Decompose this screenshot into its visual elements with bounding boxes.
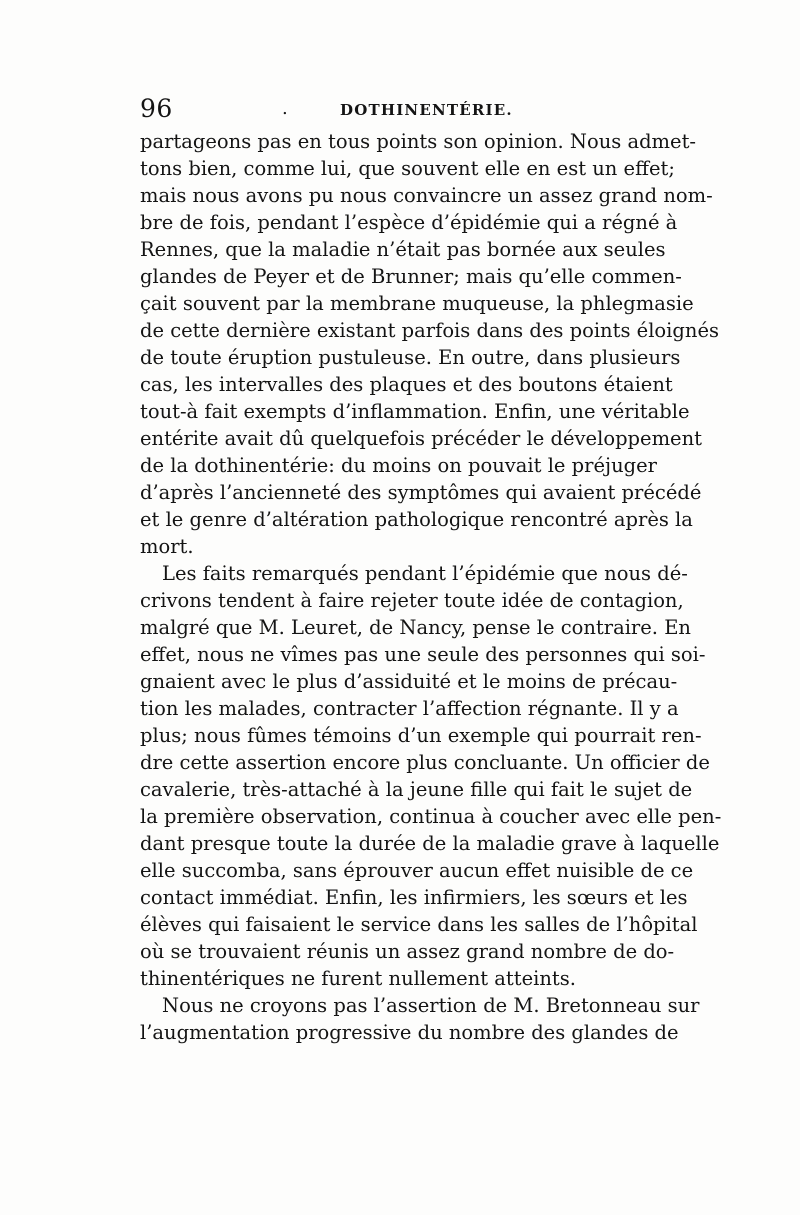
header-separator: . xyxy=(282,98,288,119)
text-line: cas, les intervalles des plaques et des boutons étaient xyxy=(140,373,673,396)
text-line: et le genre d’altération pathologique rencontré après la xyxy=(140,508,693,531)
text-line: l’augmentation progressive du nombre des glandes de xyxy=(140,1021,679,1044)
text-line: tout-à fait exempts d’inflammation. Enfin, une véritable xyxy=(140,400,690,423)
text-line: dre cette assertion encore plus concluante. Un officier de xyxy=(140,751,710,774)
running-head xyxy=(140,94,660,128)
text-line: bre de fois, pendant l’espèce d’épidémie qui a régné à xyxy=(140,211,678,234)
running-title: DOTHINENTÉRIE. xyxy=(340,101,513,119)
paragraph-end-line: mort. xyxy=(140,535,194,558)
text-line: où se trouvaient réunis un assez grand nombre de do- xyxy=(140,940,675,963)
text-line: élèves qui faisaient le service dans les salles de l’hôpital xyxy=(140,913,698,936)
text-line: dant presque toute la durée de la maladie grave à laquelle xyxy=(140,832,720,855)
text-line: glandes de Peyer et de Brunner; mais qu’elle commen- xyxy=(140,265,682,288)
text-line: çait souvent par la membrane muqueuse, la phlegmasie xyxy=(140,292,694,315)
text-line: effet, nous ne vîmes pas une seule des personnes qui soi- xyxy=(140,643,706,666)
page-number: 96 xyxy=(140,94,173,123)
paragraph-end-line: thinentériques ne furent nullement atteints. xyxy=(140,967,576,990)
text-line: de toute éruption pustuleuse. En outre, dans plusieurs xyxy=(140,346,681,369)
body-text xyxy=(140,128,722,1046)
text-line: d’après l’ancienneté des symptômes qui avaient précédé xyxy=(140,481,702,504)
text-line: partageons pas en tous points son opinion. Nous admet- xyxy=(140,130,697,153)
text-line: elle succomba, sans éprouver aucun effet nuisible de ce xyxy=(140,859,694,882)
paragraph-start-line: Nous ne croyons pas l’assertion de M. Bretonneau sur xyxy=(162,994,700,1017)
text-line: mais nous avons pu nous convaincre un assez grand nom- xyxy=(140,184,713,207)
text-line: gnaient avec le plus d’assiduité et le moins de précau- xyxy=(140,670,678,693)
text-line: malgré que M. Leuret, de Nancy, pense le contraire. En xyxy=(140,616,691,639)
text-line: contact immédiat. Enfin, les infirmiers, les sœurs et les xyxy=(140,886,688,909)
text-line: plus; nous fûmes témoins d’un exemple qui pourrait ren- xyxy=(140,724,702,747)
text-line: tion les malades, contracter l’affection régnante. Il y a xyxy=(140,697,679,720)
text-line: de cette dernière existant parfois dans des points éloignés xyxy=(140,319,720,342)
paragraph-start-line: Les faits remarqués pendant l’épidémie que nous dé- xyxy=(162,562,688,585)
text-line: cavalerie, très-attaché à la jeune fille qui fait le sujet de xyxy=(140,778,693,801)
text-line: Rennes, que la maladie n’était pas bornée aux seules xyxy=(140,238,666,261)
text-line: tons bien, comme lui, que souvent elle en est un effet; xyxy=(140,157,675,180)
text-line: entérite avait dû quelquefois précéder le développement xyxy=(140,427,702,450)
text-line: crivons tendent à faire rejeter toute idée de contagion, xyxy=(140,589,684,612)
text-line: de la dothinentérie: du moins on pouvait le préjuger xyxy=(140,454,657,477)
text-line: la première observation, continua à coucher avec elle pen- xyxy=(140,805,722,828)
